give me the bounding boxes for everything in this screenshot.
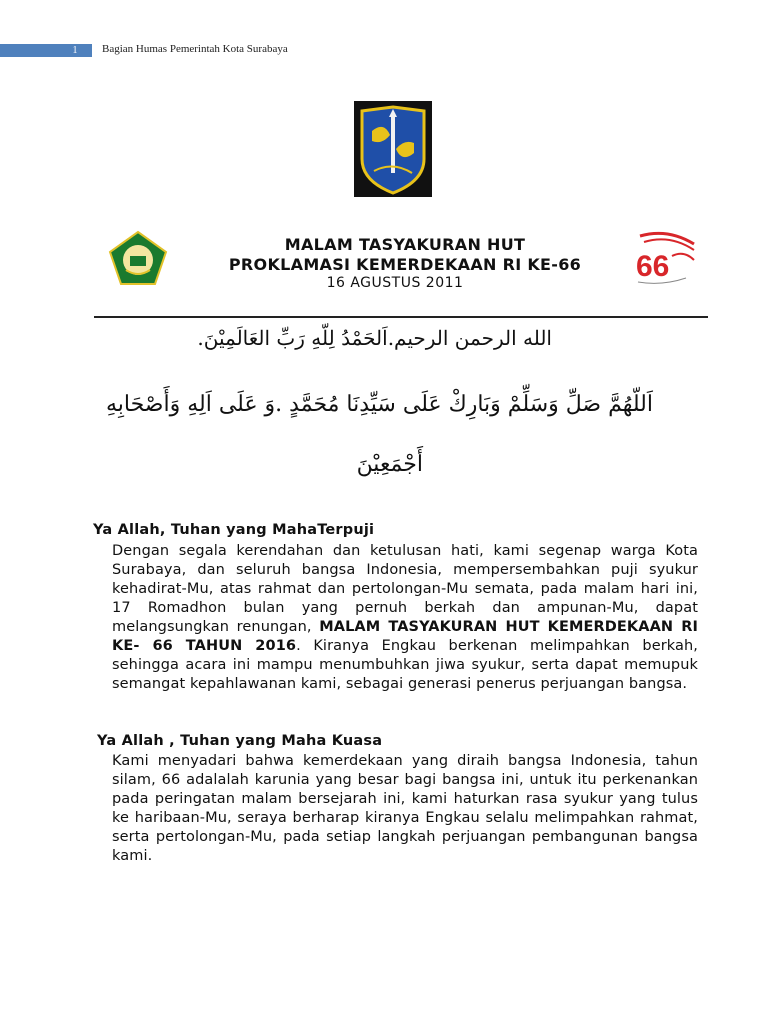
arabic-line-3: أَجْمَعِيْنَ [356,452,423,477]
horizontal-rule [94,316,708,318]
paragraph-1-text-b: . Kiranya Engkau berkenan melimpahkan berkah, sehingga acara ini mampu menumbuhkan jiwa syukur, serta dapat memupuk semangat kepahlawanan kami, sebagai generasi penerus perjuangan bangsa. [112,638,698,692]
hut-ri-66-logo-icon [632,226,698,288]
title-line-1: MALAM TASYAKURAN HUT [284,235,526,254]
arabic-line-1: الله الرحمن الرحيم.اَلحَمْدُ لِلّهِ رَبِّ العَالَمِيْنَ. [197,326,552,350]
event-date: 16 AGUSTUS 2011 [326,275,464,291]
arabic-line-2: اَللّهُمَّ صَلِّ وَسَلِّمْ وَبَارِكْ عَلَى سَيِّدِنَا مُحَمَّدٍ .وَ عَلَى اَلِهِ وَأَصْحَابِهِ [105,392,653,417]
section-paragraph-2: Kami menyadari bahwa kemerdekaan yang diraih bangsa Indonesia, tahun silam, 66 adalalah karunia yang besar bagi bangsa ini, untuk itu perkenankan pada peringatan malam bersejarah ini, kami haturkan rasa syukur yang tulus ke haribaan-Mu, seraya berharap kiranya Engkau selalu melimpahkan rahmat, serta pertolongan-Mu, pada setiap langkah perjuangan pembangunan bangsa kami. [112,753,698,864]
paragraph-1-text-a: Dengan segala kerendahan dan ketulusan hati, kami segenap warga Kota Surabaya, dan seluruh bangsa Indonesia, mempersembahkan puji syukur kehadirat-Mu, atas rahmat dan pertolongan-Mu semata, pada malam hari ini, 17 Romadhon bulan yang pernuh berkah dan ampunan-Mu, dapat melangsungkan renungan, [112,543,698,635]
section-heading-2: Ya Allah , Tuhan yang Maha Kuasa [97,733,383,749]
kemenag-emblem-icon [108,230,168,286]
section-paragraph-1 [112,542,698,694]
page-number: 1 [72,45,78,56]
header-text: Bagian Humas Pemerintah Kota Surabaya [102,43,288,55]
hut-logo-number: 66 [636,250,670,283]
section-heading-1: Ya Allah, Tuhan yang MahaTerpuji [93,522,375,538]
surabaya-emblem-icon [354,101,432,197]
paragraph-1-bold-title: MALAM TASYAKURAN HUT KEMERDEKAAN RI KE- 66 TAHUN 2016 [112,619,698,654]
title-line-2: PROKLAMASI KEMERDEKAAN RI KE-66 [228,255,582,274]
